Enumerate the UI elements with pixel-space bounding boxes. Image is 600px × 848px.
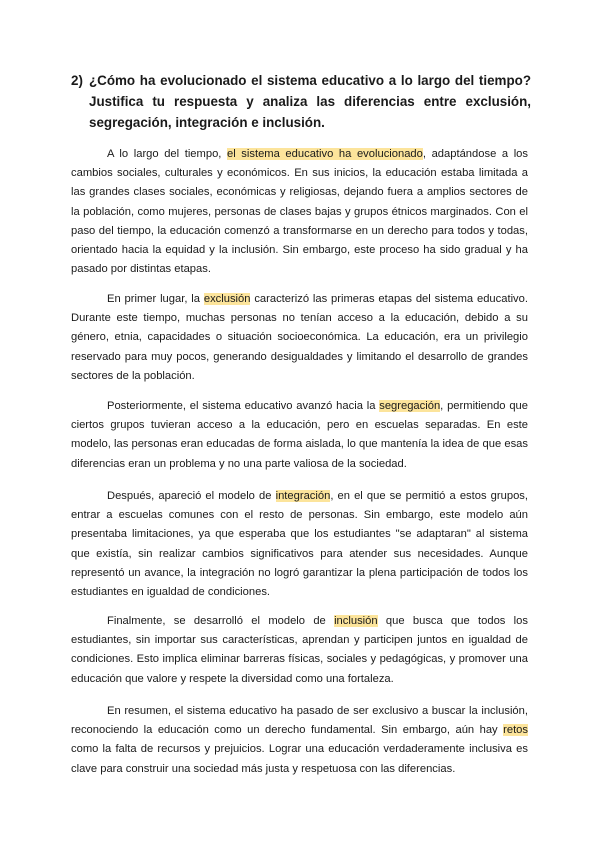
paragraph-intro [71, 145, 528, 279]
paragraph-integration [71, 487, 528, 602]
paragraph-text: En resumen, el sistema educativo ha pasado de ser exclusivo a buscar la inclusión, reconociendo la educación como un derecho fundamental. Sin embargo, aún hay [71, 705, 528, 737]
highlighted-term: segregación [379, 400, 441, 412]
paragraph-text: que busca que todos los estudiantes, sin importar sus características, aprendan y participen juntos en igualdad de condiciones. Esto implica eliminar barreras físicas, sociales y pedagógicas, y promover una educación que valore y respete la diversidad como una fortaleza. [71, 615, 528, 685]
highlighted-term: retos [503, 724, 528, 737]
highlighted-term: exclusión [203, 293, 251, 305]
paragraph-text: , permitiendo que ciertos grupos tuvieran acceso a la educación, pero en escuelas separadas. En este modelo, las personas eran educadas de forma aislada, lo que mantenía la idea de que esas diferencias eran un problema y no una parte valiosa de la sociedad. [71, 400, 528, 470]
paragraph-inclusion [71, 612, 528, 689]
paragraph-exclusion [71, 290, 528, 386]
question-number: 2) [71, 73, 83, 88]
paragraph-text: Después, apareció el modelo de [107, 490, 276, 502]
paragraph-text: , adaptándose a los cambios sociales, culturales y económicos. En sus inicios, la educación estaba limitada a las grandes clases sociales, económicas y religiosas, dejando fuera a amplios sectores de la población, como mujeres, personas de clases bajas y grupos étnicos marginados. Con el paso del tiempo, la educación comenzó a transformarse en un derecho para todos y todas, orientado hacia la equidad y la inclusión. Sin embargo, este proceso ha sido gradual y ha pasado por distintas etapas. [71, 148, 528, 276]
highlighted-phrase: el sistema educativo ha evolucionado [227, 148, 423, 160]
question-text: ¿Cómo ha evolucionado el sistema educativo a lo largo del tiempo? Justifica tu respuesta y analiza las diferencias entre exclusión, segregación, integración e inclusión. [89, 73, 531, 130]
paragraph-text: caracterizó las primeras etapas del sistema educativo. Durante este tiempo, muchas personas no tenían acceso a la educación, debido a su género, etnia, capacidades o situación socioeconómica. La educación, era un privilegio reservado para muy pocos, generando desigualdades y limitando el desarrollo de grandes sectores de la población. [71, 293, 528, 382]
paragraph-summary [71, 702, 528, 779]
paragraph-text: Finalmente, se desarrolló el modelo de [107, 615, 335, 627]
paragraph-text: En primer lugar, la [107, 293, 204, 305]
paragraph-text: , en el que se permitió a estos grupos, entrar a escuelas comunes con el resto de personas. Sin embargo, este modelo aún presentaba limitaciones, ya que esperaba que los estudiantes "se adaptaran" al sistema que existía, sin realizar cambios significativos para atender sus necesidades. Aunque representó un avance, la integración no logró garantizar la plena participación de todos los estudiantes en igualdad de condiciones. [71, 490, 528, 599]
paragraph-segregation [71, 397, 528, 474]
paragraph-text: Posteriormente, el sistema educativo avanzó hacia la [107, 400, 380, 412]
highlighted-term: integración [275, 490, 331, 502]
question-heading [71, 70, 531, 133]
paragraph-text: como la falta de recursos y prejuicios. Lograr una educación verdaderamente inclusiva es clave para construir una sociedad más justa y respetuosa con las diferencias. [71, 743, 528, 775]
paragraph-text: A lo largo del tiempo, [107, 148, 227, 160]
highlighted-term: inclusión [334, 615, 378, 627]
